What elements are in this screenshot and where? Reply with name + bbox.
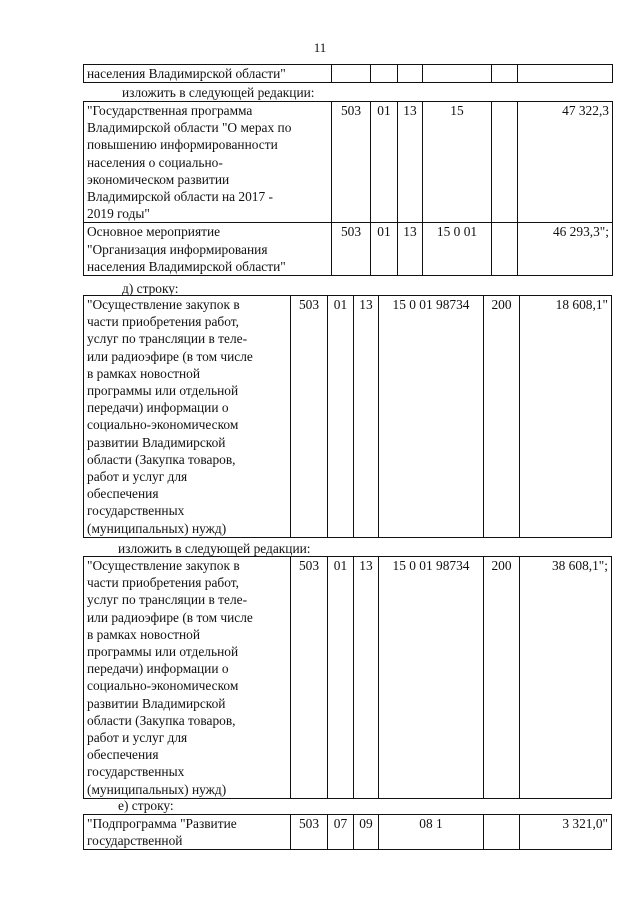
text-line: государственной [87, 833, 183, 849]
text-line: "Осуществление закупок в [87, 558, 240, 573]
cell-amount: 3 321,0" [520, 815, 612, 850]
text-line: области (Закупка товаров, [87, 712, 236, 728]
cell-code-5 [492, 102, 518, 223]
text-line: населения Владимирской области" [87, 258, 286, 274]
text-line: услуг по трансляции в теле- [87, 592, 248, 608]
text-line: (муниципальных) нужд) [87, 520, 227, 536]
text-line: развитии Владимирской [87, 434, 226, 450]
row-name [84, 223, 332, 276]
cell-code-2: 01 [328, 557, 354, 799]
text-line: социально-экономическом [87, 417, 239, 433]
row-name [84, 296, 291, 538]
budget-table-fragment-1 [83, 64, 613, 83]
text-line: или радиоэфире (в том числе [87, 609, 253, 625]
budget-table-fragment-2 [83, 101, 613, 276]
cell-empty [371, 65, 398, 83]
cell-empty [518, 65, 613, 83]
table-row [84, 223, 613, 276]
row-name [84, 102, 332, 223]
text-line: услуг по трансляции в теле- [87, 331, 248, 347]
cell-code-3: 09 [354, 815, 379, 850]
instruction-text: изложить в следующей редакции: [118, 541, 311, 556]
table-row [84, 102, 613, 223]
text-line: государственных [87, 764, 185, 780]
table-row [84, 557, 612, 799]
text-line: области (Закупка товаров, [87, 451, 236, 467]
text-line: "Подпрограмма "Развитие [87, 816, 237, 831]
cell-code-4: 08 1 [379, 815, 484, 850]
instruction-text: е) строку: [118, 798, 174, 813]
cell-code-1: 503 [291, 815, 328, 850]
text-line: "Осуществление закупок в [87, 297, 240, 312]
cell-code-3: 13 [398, 102, 423, 223]
row-name [84, 815, 291, 850]
cell-code-3: 13 [354, 557, 379, 799]
text-line: населения о социально- [87, 154, 223, 170]
text-line: развитии Владимирской [87, 695, 226, 711]
table-row [84, 296, 612, 538]
row-name [84, 557, 291, 799]
text-line: программы или отдельной [87, 644, 239, 660]
cell-code-1: 503 [291, 557, 328, 799]
text-line: работ и услуг для [87, 730, 188, 746]
text-line: (муниципальных) нужд) [87, 781, 227, 797]
cell-empty [423, 65, 492, 83]
cell-code-2: 01 [371, 102, 398, 223]
text-line: "Государственная программа [87, 103, 253, 118]
text-line: передачи) информации о [87, 400, 229, 416]
text-line: программы или отдельной [87, 383, 239, 399]
text-line: 2019 годы" [87, 206, 150, 222]
instruction-text: д) строку: [122, 281, 179, 296]
text-line: Основное мероприятие [87, 224, 221, 240]
cell-code-4: 15 0 01 [423, 223, 492, 276]
cell-empty [332, 65, 371, 83]
cell-code-3: 13 [354, 296, 379, 538]
text-line: государственных [87, 503, 185, 519]
cell-code-5 [492, 223, 518, 276]
text-line: социально-экономическом [87, 678, 239, 694]
cell-amount: 38 608,1"; [520, 557, 612, 799]
text-line: Владимирской области на 2017 - [87, 189, 274, 205]
cell-empty [398, 65, 423, 83]
text-line: работ и услуг для [87, 469, 188, 485]
cell-code-1: 503 [291, 296, 328, 538]
cell-code-4: 15 0 01 98734 [379, 296, 484, 538]
text-line: обеспечения [87, 486, 159, 502]
text-line: Владимирской области "О мерах по [87, 120, 292, 136]
cell-code-1: 503 [332, 223, 371, 276]
text-line: экономическом развитии [87, 171, 230, 187]
cell-code-2: 07 [328, 815, 354, 850]
instruction-text: изложить в следующей редакции: [122, 85, 315, 100]
cell-code-3: 13 [398, 223, 423, 276]
cell-code-5: 200 [484, 296, 520, 538]
text-line: в рамках новостной [87, 626, 201, 642]
text-line: передачи) информации о [87, 661, 229, 677]
cell-amount: 46 293,3"; [518, 223, 613, 276]
cell-empty [492, 65, 518, 83]
cell-code-4: 15 0 01 98734 [379, 557, 484, 799]
row-name: населения Владимирской области" [84, 65, 332, 83]
budget-table-fragment-3 [83, 295, 612, 538]
table-row [84, 65, 613, 83]
text-line: "Организация информирования [87, 241, 268, 257]
cell-code-1: 503 [332, 102, 371, 223]
cell-code-2: 01 [371, 223, 398, 276]
cell-code-5: 200 [484, 557, 520, 799]
text-line: части приобретения работ, [87, 575, 239, 591]
text-line: в рамках новостной [87, 365, 201, 381]
budget-table-fragment-4 [83, 556, 612, 799]
table-row [84, 815, 612, 850]
cell-code-2: 01 [328, 296, 354, 538]
text-line: части приобретения работ, [87, 314, 239, 330]
cell-amount: 18 608,1" [520, 296, 612, 538]
text-line: повышению информированности [87, 137, 278, 153]
text-line: или радиоэфире (в том числе [87, 348, 253, 364]
cell-code-4: 15 [423, 102, 492, 223]
cell-amount: 47 322,3 [518, 102, 613, 223]
page-number: 11 [313, 40, 327, 55]
cell-code-5 [484, 815, 520, 850]
text-line: обеспечения [87, 747, 159, 763]
budget-table-fragment-5 [83, 814, 612, 850]
